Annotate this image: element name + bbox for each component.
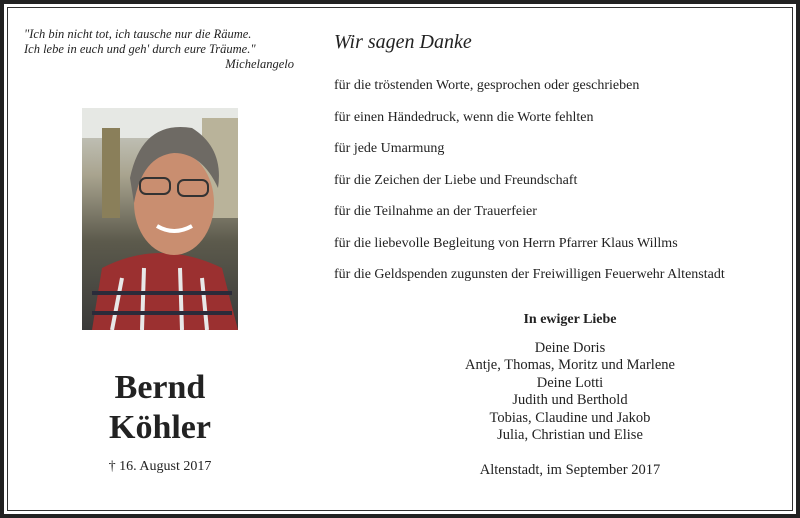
signature-name: Judith und Berthold [512,392,628,408]
thanks-item: für die tröstenden Worte, gesprochen oder geschrieben [334,78,640,93]
signature-name: Deine Doris [534,339,606,356]
portrait-photo [82,108,238,330]
quote-line: Ich lebe in euch und geh' durch eure Träume." [24,42,256,56]
thanks-title: Wir sagen Danke [334,31,472,53]
thanks-item: für die Geldspenden zugunsten der Freiwilligen Feuerwehr Altenstadt [334,267,725,282]
signature-name: Antje, Thomas, Moritz und Marlene [465,357,675,373]
signature-heading: In ewiger Liebe [523,312,617,327]
thanks-list [334,78,725,299]
signature-name: Julia, Christian und Elise [497,427,643,443]
quote [24,27,294,72]
thanks-item: für die Zeichen der Liebe und Freundschaft [334,172,578,188]
death-date: † 16. August 2017 [108,459,212,474]
first-name: Bernd [114,369,206,406]
deceased-name [60,368,260,448]
signature-name: Deine Lotti [536,374,604,391]
thanks-item: für einen Händedruck, wenn die Worte fehlten [334,109,594,125]
signature-name: Tobias, Claudine und Jakob [489,409,651,426]
thanks-item: für die liebevolle Begleitung von Herrn Pfarrer Klaus Willms [334,235,678,251]
last-name: Köhler [109,409,211,446]
thanks-item: für die Teilnahme an der Trauerfeier [334,204,537,219]
quote-line: "Ich bin nicht tot, ich tausche nur die Räume. [24,27,252,41]
signature-block [420,311,720,479]
quote-author: Michelangelo [225,57,294,71]
place-date: Altenstadt, im September 2017 [479,461,661,478]
thanks-item: für jede Umarmung [334,141,445,156]
